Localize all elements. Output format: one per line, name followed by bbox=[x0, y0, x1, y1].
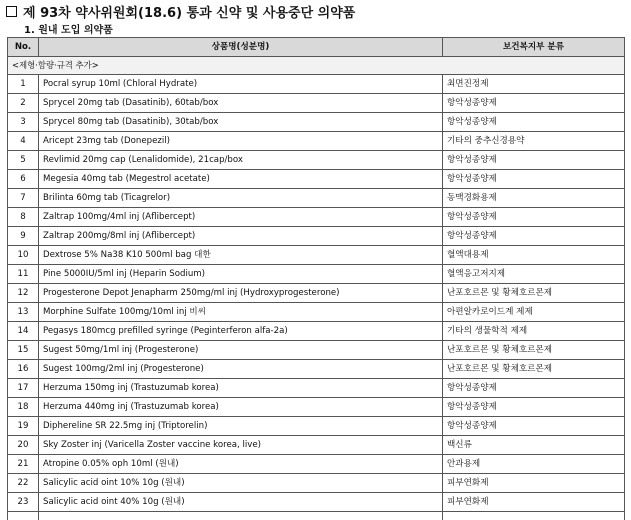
table-row bbox=[8, 417, 625, 436]
row-no: 3 bbox=[8, 113, 39, 132]
row-no: 20 bbox=[8, 436, 39, 455]
empty-cell bbox=[39, 512, 443, 520]
table-header-row bbox=[8, 38, 625, 57]
header-name: 상품명(성분명) bbox=[39, 38, 443, 57]
row-name: Sprycel 20mg tab (Dasatinib), 60tab/box bbox=[39, 94, 443, 113]
row-no: 18 bbox=[8, 398, 39, 417]
row-category: 난포호르몬 및 황체호르몬제 bbox=[443, 341, 625, 360]
row-name: Morphine Sulfate 100mg/10ml inj 비씨 bbox=[39, 303, 443, 322]
row-name: Pegasys 180mcg prefilled syringe (Peginterferon alfa-2a) bbox=[39, 322, 443, 341]
row-name: Diphereline SR 22.5mg inj (Triptorelin) bbox=[39, 417, 443, 436]
table-row bbox=[8, 379, 625, 398]
row-no: 13 bbox=[8, 303, 39, 322]
row-name: Sugest 100mg/2ml inj (Progesterone) bbox=[39, 360, 443, 379]
row-name: Zaltrap 100mg/4ml inj (Aflibercept) bbox=[39, 208, 443, 227]
row-category: 난포호르몬 및 황체호르몬제 bbox=[443, 360, 625, 379]
table-row bbox=[8, 322, 625, 341]
row-no: 9 bbox=[8, 227, 39, 246]
row-no: 17 bbox=[8, 379, 39, 398]
row-no: 12 bbox=[8, 284, 39, 303]
table-row bbox=[8, 170, 625, 189]
row-name: Salicylic acid oint 10% 10g (원내) bbox=[39, 474, 443, 493]
checkbox-square-icon bbox=[6, 6, 17, 17]
row-no: 23 bbox=[8, 493, 39, 512]
row-category: 아편알카로이드계 제제 bbox=[443, 303, 625, 322]
row-name: Pocral syrup 10ml (Chloral Hydrate) bbox=[39, 75, 443, 94]
row-category: 항악성종양제 bbox=[443, 227, 625, 246]
row-category: 동맥경화용제 bbox=[443, 189, 625, 208]
row-no: 14 bbox=[8, 322, 39, 341]
row-no: 21 bbox=[8, 455, 39, 474]
table-row bbox=[8, 227, 625, 246]
row-no: 19 bbox=[8, 417, 39, 436]
row-no: 10 bbox=[8, 246, 39, 265]
row-no: 16 bbox=[8, 360, 39, 379]
row-name: Atropine 0.05% oph 10ml (원내) bbox=[39, 455, 443, 474]
table-row bbox=[8, 132, 625, 151]
row-category: 혈액응고저지제 bbox=[443, 265, 625, 284]
table-row bbox=[8, 474, 625, 493]
row-category: 기타의 중추신경용약 bbox=[443, 132, 625, 151]
row-category: 백신류 bbox=[443, 436, 625, 455]
table-row bbox=[8, 360, 625, 379]
row-category: 기타의 생물학적 제제 bbox=[443, 322, 625, 341]
table-row bbox=[8, 94, 625, 113]
row-category: 항악성종양제 bbox=[443, 208, 625, 227]
row-name: Brilinta 60mg tab (Ticagrelor) bbox=[39, 189, 443, 208]
row-name: Zaltrap 200mg/8ml inj (Aflibercept) bbox=[39, 227, 443, 246]
table-row bbox=[8, 398, 625, 417]
row-category: 항악성종양제 bbox=[443, 398, 625, 417]
table-row bbox=[8, 189, 625, 208]
page-title bbox=[6, 2, 355, 20]
row-category: 항악성종양제 bbox=[443, 94, 625, 113]
table-row bbox=[8, 208, 625, 227]
table-row bbox=[8, 493, 625, 512]
table-row bbox=[8, 113, 625, 132]
row-category: 피부연화제 bbox=[443, 474, 625, 493]
row-no: 6 bbox=[8, 170, 39, 189]
row-no: 1 bbox=[8, 75, 39, 94]
row-category: 혈액대용제 bbox=[443, 246, 625, 265]
page-title-text: 제 93차 약사위원회(18.6) 통과 신약 및 사용중단 의약품 bbox=[23, 2, 355, 21]
header-category: 보건복지부 분류 bbox=[443, 38, 625, 57]
header-no: No. bbox=[8, 38, 39, 57]
row-no: 11 bbox=[8, 265, 39, 284]
section-label: <제형·함량·규격 추가> bbox=[8, 57, 625, 75]
row-no: 8 bbox=[8, 208, 39, 227]
row-name: Sky Zoster inj (Varicella Zoster vaccine korea, live) bbox=[39, 436, 443, 455]
row-category: 항악성종양제 bbox=[443, 379, 625, 398]
row-name: Dextrose 5% Na38 K10 500ml bag 대한 bbox=[39, 246, 443, 265]
table-row bbox=[8, 151, 625, 170]
row-name: Aricept 23mg tab (Donepezil) bbox=[39, 132, 443, 151]
row-category: 최면진정제 bbox=[443, 75, 625, 94]
row-no: 4 bbox=[8, 132, 39, 151]
row-category: 항악성종양제 bbox=[443, 417, 625, 436]
row-name: Salicylic acid oint 40% 10g (원내) bbox=[39, 493, 443, 512]
row-name: Sugest 50mg/1ml inj (Progesterone) bbox=[39, 341, 443, 360]
table-row bbox=[8, 455, 625, 474]
row-category: 난포호르몬 및 황체호르몬제 bbox=[443, 284, 625, 303]
table-row bbox=[8, 284, 625, 303]
row-no: 15 bbox=[8, 341, 39, 360]
row-category: 안과용제 bbox=[443, 455, 625, 474]
table-row bbox=[8, 436, 625, 455]
row-no: 5 bbox=[8, 151, 39, 170]
row-no: 2 bbox=[8, 94, 39, 113]
table-bottom-edge bbox=[8, 512, 625, 520]
row-name: Megesia 40mg tab (Megestrol acetate) bbox=[39, 170, 443, 189]
row-name: Herzuma 150mg inj (Trastuzumab korea) bbox=[39, 379, 443, 398]
table-row bbox=[8, 75, 625, 94]
row-no: 7 bbox=[8, 189, 39, 208]
row-category: 피부연화제 bbox=[443, 493, 625, 512]
row-name: Progesterone Depot Jenapharm 250mg/ml inj (Hydroxyprogesterone) bbox=[39, 284, 443, 303]
row-no: 22 bbox=[8, 474, 39, 493]
drug-table bbox=[7, 37, 625, 520]
row-name: Sprycel 80mg tab (Dasatinib), 30tab/box bbox=[39, 113, 443, 132]
row-name: Pine 5000IU/5ml inj (Heparin Sodium) bbox=[39, 265, 443, 284]
row-category: 항악성종양제 bbox=[443, 113, 625, 132]
row-category: 항악성종양제 bbox=[443, 170, 625, 189]
table-row bbox=[8, 341, 625, 360]
row-name: Herzuma 440mg inj (Trastuzumab korea) bbox=[39, 398, 443, 417]
table-row bbox=[8, 265, 625, 284]
empty-cell bbox=[8, 512, 39, 520]
row-category: 항악성종양제 bbox=[443, 151, 625, 170]
table-row bbox=[8, 303, 625, 322]
empty-cell bbox=[443, 512, 625, 520]
section-subtitle: 1. 원내 도입 의약품 bbox=[24, 21, 113, 36]
row-name: Revlimid 20mg cap (Lenalidomide), 21cap/box bbox=[39, 151, 443, 170]
section-row bbox=[8, 57, 625, 75]
table-row bbox=[8, 246, 625, 265]
